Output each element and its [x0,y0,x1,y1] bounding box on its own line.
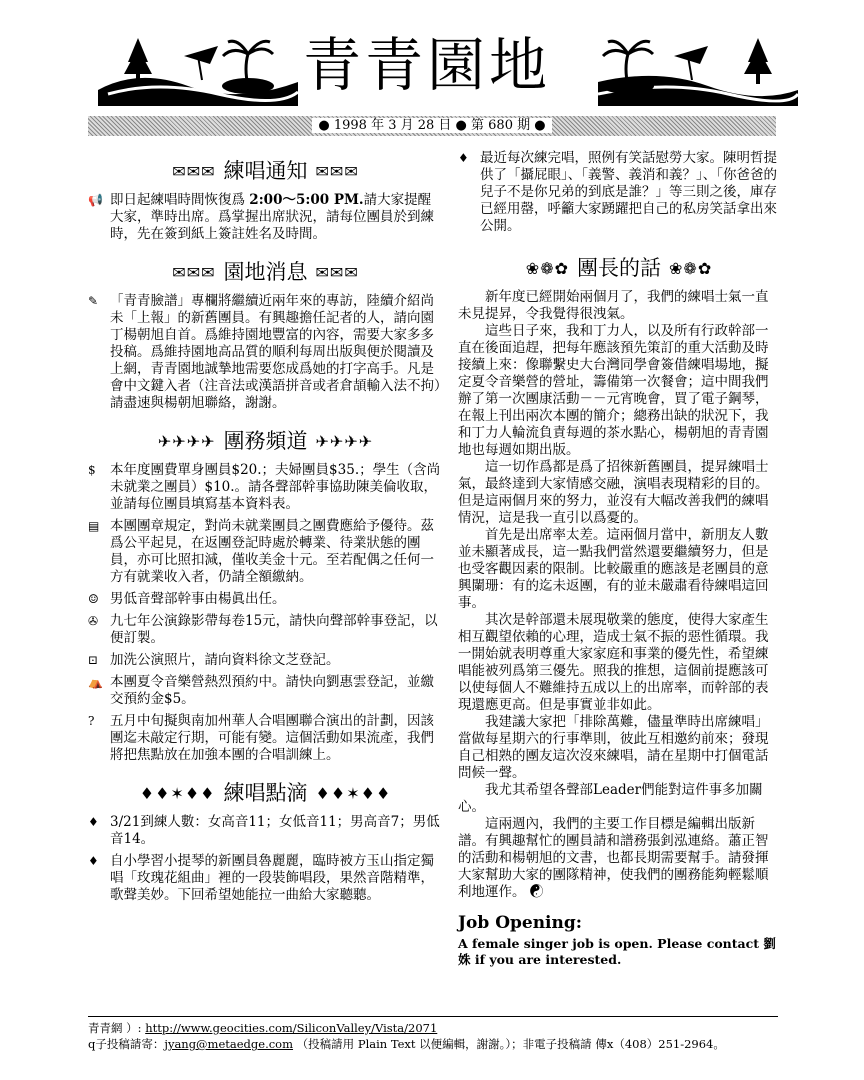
airplane-icon: ✈✈✈✈ [157,431,216,451]
yin-yang-icon: ☯ [529,884,544,900]
mail-icon: ✉✉✉ [315,262,359,282]
droplet-bullet-icon: ♦ [88,854,99,868]
news-text: 「青青臉譜」專欄將繼續近兩年來的專訪，陸續介紹尚未「上報」的新舊團員。有興趣擔任記者的人，請向園丁楊朝旭自首。爲維持園地豐富的內容，需要大家多多投稿。爲維持園地高品質的順利每周出版與便於閱讀及上網，青青園地誠摯地需要您成爲她的打字高手。凡是會中文鍵入者（注音法或漢語拼音或者倉頡輸入法不拘）請盡速與楊朝旭聯絡，謝謝。 [110,293,441,411]
list-item: ♦ 最近每次練完唱，照例有笑話慰勞大家。陳明哲提供了「攝屁眼」、「義警、義消和義？」、「你爸爸的兒子不是你兄弟的到底是誰？」等三則之後，庫存已經用罄，呼籲大家踴躍把自己的私房笑話拿出來公開。 [458,150,777,234]
smiley-icon: ☺ [88,592,99,606]
section-header-practice-notice [88,156,443,186]
job-text: A female singer job is open. Please contact 劉姝 if you are interested. [458,936,776,967]
airplane-icon: ✈✈✈✈ [315,431,374,451]
masthead-title: 青青園地 [303,31,552,99]
paragraph: 我尤其希望各聲部Leader們能對這件事多加關心。 [458,782,763,815]
section-title: 練唱通知 [223,159,308,183]
job-title: Job Opening: [458,913,583,933]
footer-divider [88,1016,778,1017]
list-item: ⛺ 本團夏令音樂營熱烈預約中。請快向劉惠雲登記，並繳交預約金$5。 [88,674,434,707]
practice-time: 2:00～5:00 PM. [249,192,364,208]
notice-text: 即日起練唱時間恢復爲 [110,192,245,208]
left-column [88,150,443,909]
list-item: ⊡ 加洗公演照片，請向資料徐文芝登記。 [88,652,340,668]
pencil-icon: ✎ [88,294,99,308]
news-item [88,293,443,412]
footer [88,1020,788,1052]
list-item: ? 五月中旬擬與南加州華人合唱團聯合演出的計劃，因該團迄未敲定行期，可能有變。這個活動如果流產，我們將把焦點放在加強本團的合唱訓練上。 [88,713,434,763]
droplet-bullet-icon: ♦ [458,151,469,165]
flower-icon: ❀❁✿ [669,258,713,278]
paragraph: 這兩週內，我們的主要工作目標是編輯出版新譜。有興趣幫忙的團員請和譜務張釗泓連絡。蕭正智的活動和楊朝旭的文書，也都長期需要幫手。請發揮大家幫助大家的團隊精神，使我們的團務能夠輕鬆順利地運作。 ☯ [458,816,769,900]
section-title: 園地消息 [223,260,308,284]
mail-icon: ✉✉✉ [172,262,216,282]
job-opening [458,915,780,968]
droplet-icon: ♦♦✶♦♦ [139,783,216,803]
photo-icon: ⊡ [88,653,99,667]
website-link[interactable]: http://www.geocities.com/SiliconValley/Vista/2071 [145,1021,438,1035]
affairs-list [88,462,443,764]
paragraph: 新年度已經開始兩個月了，我們的練唱士氣一直未見提昇，令我覺得很洩氣。 [458,289,769,322]
list-item: ☺ 男低音聲部幹事由楊眞出任。 [88,591,286,607]
masthead [98,28,778,106]
section-title: 練唱點滴 [223,781,308,805]
envelope-icon: ✉✉✉ [172,161,216,181]
website-label: 青青網 ）: [88,1021,146,1035]
dollar-icon: $ [88,463,96,477]
issue-date: ● 1998 年 3 月 28 日 ● 第 680 期 ● [312,118,551,133]
island-scene-left-icon [98,28,298,106]
list-item: ♦ 自小學習小提琴的新團員魯麗麗，臨時被方玉山指定獨唱「玫瑰花組曲」裡的一段裝飾唱段，果然音階精準，歌聲美妙。下回希望她能拉一曲給大家聽聽。 [88,853,434,903]
list-item: ♦ 3/21到練人數：女高音11；女低音11；男高音7；男低音14。 [88,814,440,847]
president-message [458,289,780,901]
notice-item [88,192,443,243]
section-header-affairs [88,426,443,456]
film-reel-icon: ✇ [88,614,99,628]
email-link[interactable]: jyang@metaedge.com [164,1037,294,1051]
paragraph: 這一切作爲都是爲了招徠新舊團員，提昇練唱士氣，最終達到大家情感交融，演唱表現精彩的目的。但是這兩個月來的努力，並沒有大幅改善我們的練唱情況，這是我一直引以爲憂的。 [458,459,769,526]
section-title: 團長的話 [577,256,661,280]
list-item: ▤ 本團團章規定，對尚未就業團員之團費應給予優待。茲爲公平起見，在返團登記時處於轉業、待業狀態的團員，亦可比照扣減，僅收美金十元。至若配偶之任何一方有就業收入者，仍請全額繳納。 [88,518,434,585]
email-label: q子投稿請寄： [88,1037,165,1051]
section-header-practice-notes [88,778,443,808]
practice-notes-list [88,814,443,904]
right-column [458,150,780,968]
megaphone-icon: 📢 [88,193,103,207]
island-scene-right-icon [598,28,798,106]
section-header-garden-news [88,257,443,287]
camp-icon: ⛺ [88,675,103,689]
submission-note: （投稿請用 Plain Text 以便編輯，謝謝。）；非電子投稿請 傳x（408）251-2964。 [296,1037,725,1051]
flower-icon: ❀❁✿ [525,258,569,278]
list-item: $ 本年度團費單身團員$20.；夫婦團員$35.；學生（含尚未就業之團員）$10.。請各聲部幹事協助陳美倫收取，並請每位團員填寫基本資料表。 [88,462,441,512]
question-icon: ? [88,714,95,728]
paragraph: 我建議大家把「排除萬難，儘量準時出席練唱」當做每星期六的行事準則，彼此互相邀約前來；發現自己相熟的團友這次沒來練唱，請在星期中打個電話問候一聲。 [458,714,769,781]
issue-date-band [88,116,776,136]
list-item: ✇ 九七年公演錄影帶每卷15元，請快向聲部幹事登記，以便訂製。 [88,613,438,646]
paragraph: 其次是幹部還未展現敬業的態度，使得大家產生相互觀望依賴的心理，造成士氣不振的惡性循環。我一開始就表明尊重大家家庭和事業的優先性，希望練唱能被列爲第三優先。照我的推想，這個前提應該可以使每個人不難維持五成以上的出席率，而幹部的表現還應更高。但是事實並非如此。 [458,612,769,713]
droplet-icon: ♦♦✶♦♦ [315,783,392,803]
droplet-bullet-icon: ♦ [88,815,99,829]
section-header-president [458,253,780,283]
notice-text-cont: 請大家提醒大家，準時出席。爲掌握出席狀況，請每位團員於到練時，先在簽到紙上簽註姓名及時間。 [110,192,434,242]
paragraph: 首先是出席率太差。這兩個月當中，新朋友人數並未顯著成長，這一點我們當然還要繼續努力，但是也受客觀因素的限制。比較嚴重的應該是老團員的意興闌珊：有的迄未返團，有的並未嚴肅看待練唱這回事。 [458,527,769,611]
envelope-icon: ✉✉✉ [315,161,359,181]
document-icon: ▤ [88,519,100,533]
section-title: 團務頻道 [223,429,308,453]
paragraph: 這些日子來，我和丁力人，以及所有行政幹部一直在後面追趕，把每年應該預先策訂的重大活動及時接續上來：像聯繫史大台灣同學會簽借練唱場地，擬定夏令音樂營的營址，籌備第一次餐會；這中間我們辦了第一次團康活動－－元宵晚會，買了電子鋼琴，在報上刊出兩次本團的簡介；總務出缺的狀況下，我和丁力人輪流負責每週的茶水點心，楊朝旭的青青園地也每週如期出版。 [458,323,769,458]
